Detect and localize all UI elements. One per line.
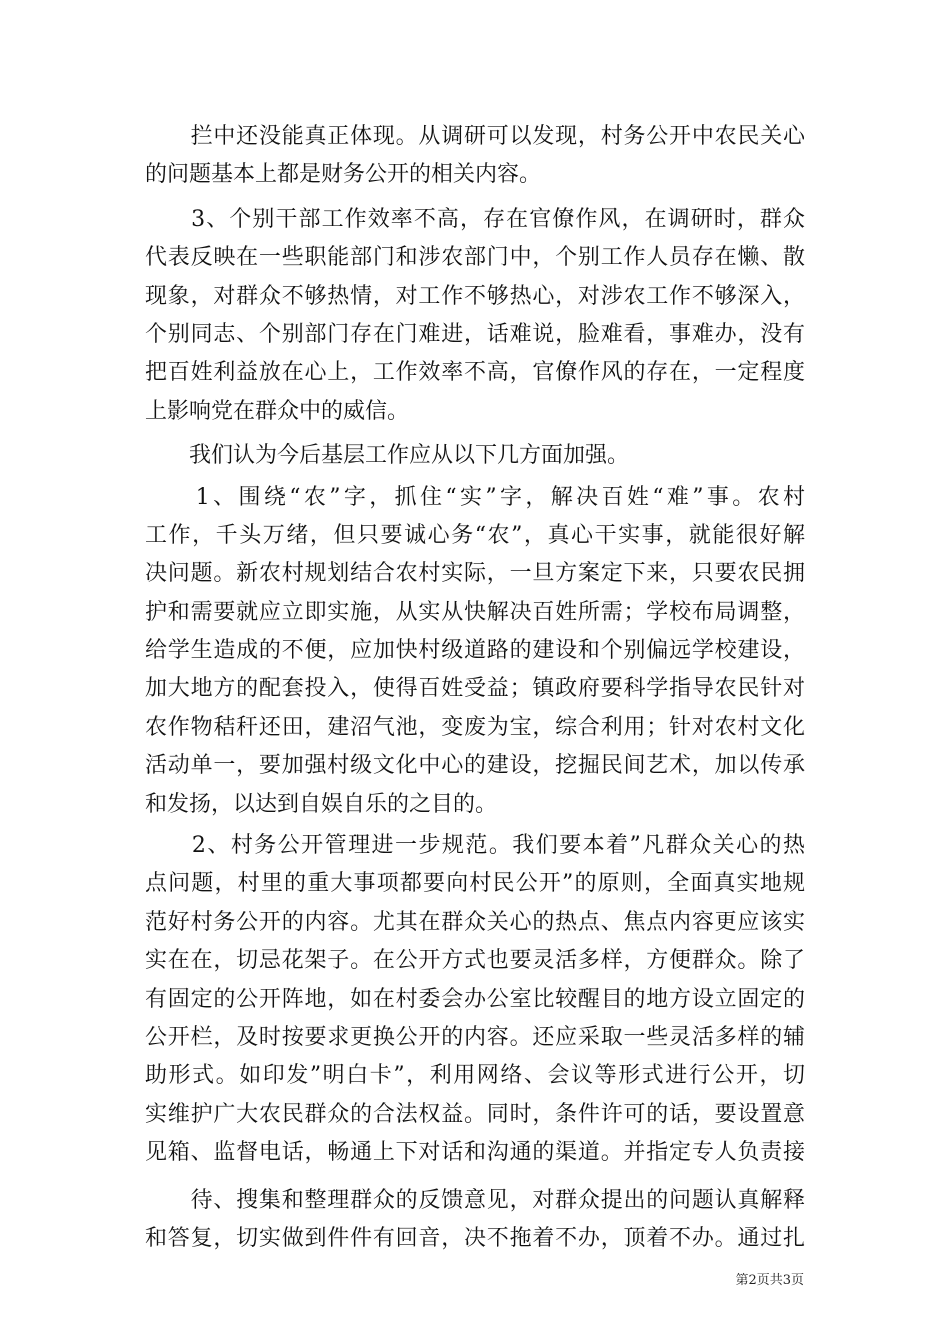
- text-line: 的问题基本上都是财务公开的相关内容。: [145, 162, 542, 188]
- text-line: 有固定的公开阵地，如在村委会办公室比较醒目的地方设立固定的: [145, 986, 805, 1012]
- text-line: 上影响党在群众中的威信。: [145, 398, 410, 424]
- text-line: 点问题，村里的重大事项都要向村民公开”的原则，全面真实地规: [145, 871, 805, 897]
- text-line: 见箱、监督电话，畅通上下对话和沟通的渠道。并指定专人负责接: [145, 1140, 805, 1166]
- text-line: 拦中还没能真正体现。从调研可以发现，村务公开中农民关心: [145, 124, 805, 149]
- text-line: 2、村务公开管理进一步规范。我们要本着”凡群众关心的热: [145, 833, 805, 859]
- text-line: 范好村务公开的内容。尤其在群众关心的热点、焦点内容更应该实: [145, 909, 805, 935]
- text-line: 1、围绕“农”字，抓住“实”字，解决百姓“难”事。农村: [145, 484, 805, 510]
- text-line: 3、个别干部工作效率不高，存在官僚作风，在调研时，群众: [145, 206, 805, 232]
- text-line: 现象，对群众不够热情，对工作不够热心，对涉农工作不够深入，: [145, 283, 805, 309]
- text-line: 护和需要就应立即实施，从实从快解决百姓所需；学校布局调整，: [145, 599, 805, 625]
- text-line: 公开栏，及时按要求更换公开的内容。还应采取一些灵活多样的辅: [145, 1024, 805, 1050]
- text-line: 实在在，切忌花架子。在公开方式也要灵活多样，方便群众。除了: [145, 948, 805, 974]
- text-line: 个别同志、个别部门存在门难进，话难说，脸难看，事难办，没有: [145, 321, 805, 347]
- text-line: 和发扬，以达到自娱自乐的之目的。: [145, 791, 498, 817]
- text-line: 决问题。新农村规划结合农村实际，一旦方案定下来，只要农民拥: [145, 561, 805, 587]
- page-number: 第2页共3页: [735, 1273, 804, 1288]
- text-line: 活动单一，要加强村级文化中心的建设，挖掘民间艺术，加以传承: [145, 753, 805, 779]
- text-line: 给学生造成的不便，应加快村级道路的建设和个别偏远学校建设，: [145, 638, 805, 664]
- text-line: 代表反映在一些职能部门和涉农部门中，个别工作人员存在懒、散: [145, 245, 805, 271]
- text-line: 实维护广大农民群众的合法权益。同时，条件许可的话，要设置意: [145, 1101, 805, 1127]
- text-line: 我们认为今后基层工作应从以下几方面加强。: [145, 443, 630, 469]
- text-line: 工作，千头万绪，但只要诚心务“农”，真心干实事，就能很好解: [145, 522, 805, 548]
- text-line: 加大地方的配套投入，使得百姓受益；镇政府要科学指导农民针对: [145, 676, 805, 702]
- document-body: [145, 118, 805, 1258]
- text-line: 和答复，切实做到件件有回音，决不拖着不办，顶着不办。通过扎: [145, 1225, 805, 1251]
- text-line: 农作物秸秆还田，建沼气池，变废为宝，综合利用；针对农村文化: [145, 714, 805, 740]
- text-line: 把百姓利益放在心上，工作效率不高，官僚作风的存在，一定程度: [145, 360, 805, 386]
- text-line: 助形式。如印发”明白卡”，利用网络、会议等形式进行公开，切: [145, 1063, 805, 1089]
- text-line: 待、搜集和整理群众的反馈意见，对群众提出的问题认真解释: [145, 1187, 805, 1213]
